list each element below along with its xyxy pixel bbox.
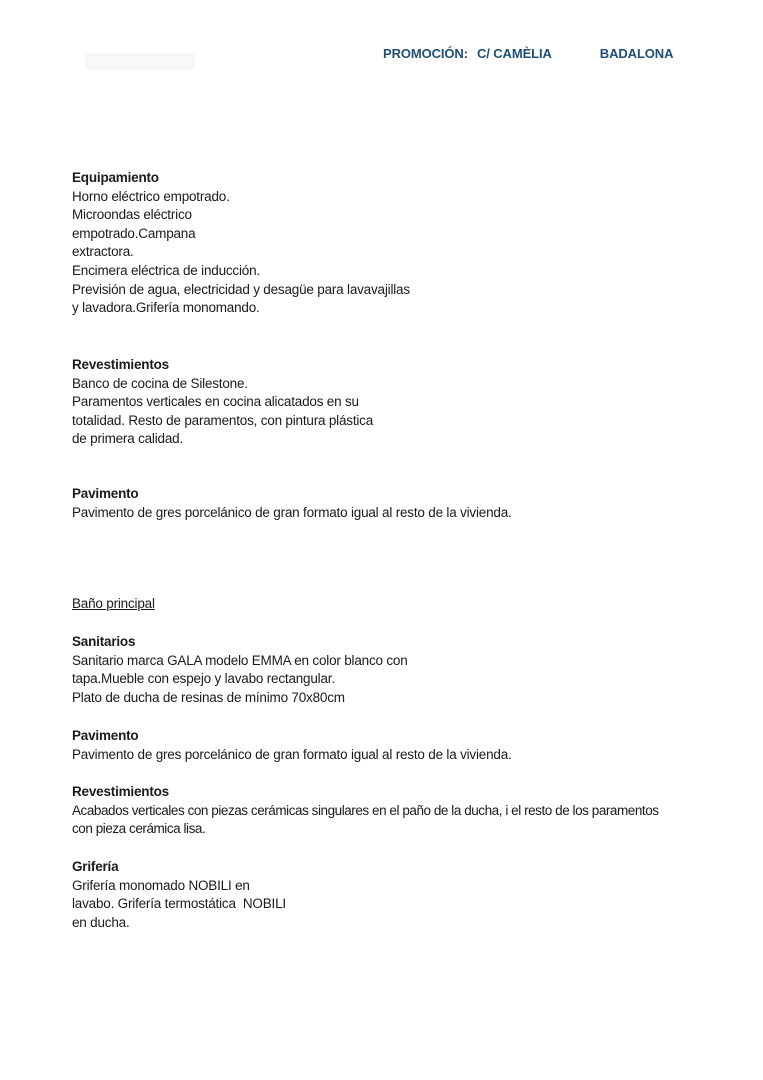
body-line: Pavimento de gres porcelánico de gran formato igual al resto de la vivienda. — [72, 746, 512, 762]
section-heading: Baño principal — [72, 596, 155, 611]
body-line: con pieza cerámica lisa. — [72, 821, 206, 837]
body-line: Encimera eléctrica de inducción. — [72, 262, 260, 278]
body-line: Grifería monomado NOBILI en — [72, 877, 250, 893]
body-line: y lavadora.Grifería monomando. — [72, 300, 260, 316]
promotion-street: C/ CAMÈLIA — [476, 46, 552, 61]
section-heading: Revestimientos — [72, 784, 169, 799]
section-heading: Sanitarios — [72, 634, 136, 649]
document-header — [383, 46, 673, 61]
body-line: lavabo. Grifería termostática NOBILI — [72, 896, 286, 912]
body-line: Horno eléctrico empotrado. — [72, 188, 230, 204]
section-revestimientos-cocina — [72, 356, 732, 449]
body-line: Sanitario marca GALA modelo EMMA en color blanco con — [72, 652, 408, 668]
body-line: Previsión de agua, electricidad y desagüe para lavavajillas — [72, 281, 410, 297]
body-line: totalidad. Resto de paramentos, con pintura plástica — [72, 412, 374, 428]
body-line: Pavimento de gres porcelánico de gran formato igual al resto de la vivienda. — [72, 504, 512, 520]
section-heading: Pavimento — [72, 728, 139, 743]
section-sanitarios — [72, 633, 732, 707]
section-revestimientos-bano — [72, 783, 732, 839]
section-pavimento-bano — [72, 727, 732, 764]
section-heading: Grifería — [72, 859, 119, 874]
section-griferia — [72, 858, 732, 932]
faded-logo-watermark — [85, 53, 195, 70]
body-line: empotrado.Campana — [72, 225, 196, 241]
section-heading: Revestimientos — [72, 357, 169, 372]
body-line: Microondas eléctrico — [72, 207, 192, 223]
promotion-label: PROMOCIÓN: — [383, 46, 468, 61]
body-line: extractora. — [72, 244, 134, 260]
body-line: Acabados verticales con piezas cerámicas singulares en el paño de la ducha, i el resto de los paramentos — [72, 802, 659, 818]
section-heading: Equipamiento — [72, 170, 159, 185]
body-line: Banco de cocina de Silestone. — [72, 375, 248, 391]
section-heading: Pavimento — [72, 486, 139, 501]
section-pavimento-cocina — [72, 485, 732, 522]
body-line: tapa.Mueble con espejo y lavabo rectangular. — [72, 671, 335, 687]
section-bano-principal — [72, 595, 732, 614]
body-line: en ducha. — [72, 914, 130, 930]
promotion-city: BADALONA — [599, 46, 674, 61]
body-line: Paramentos verticales en cocina alicatados en su — [72, 394, 359, 410]
body-line: de primera calidad. — [72, 431, 184, 447]
section-equipamiento — [72, 169, 732, 318]
body-line: Plato de ducha de resinas de mínimo 70x80cm — [72, 689, 345, 705]
